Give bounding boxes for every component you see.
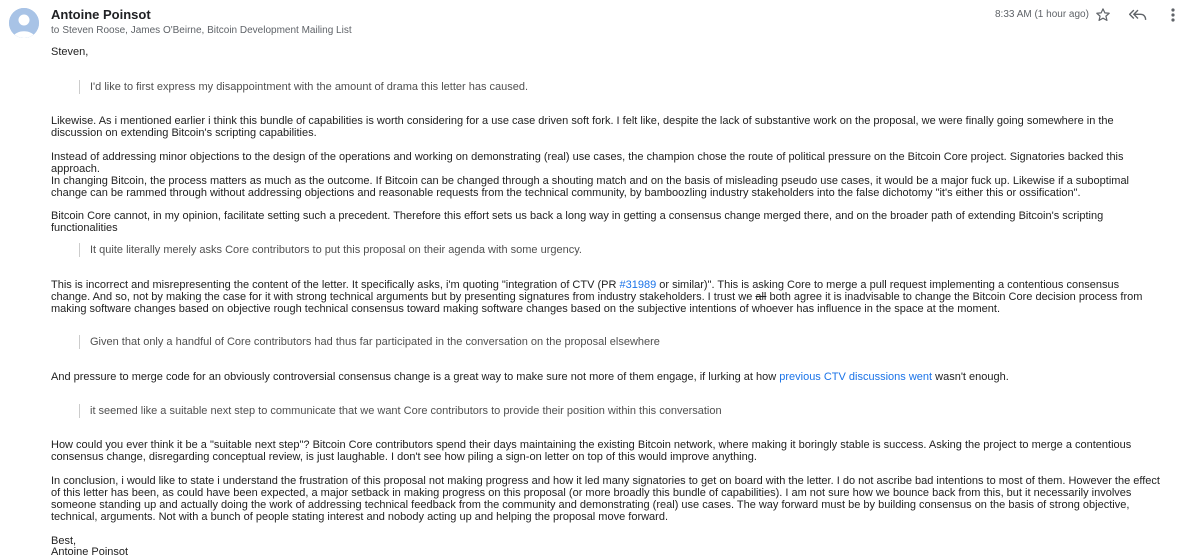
star-button[interactable] [1094,5,1112,25]
reply-all-icon [1129,7,1147,23]
sender-name[interactable]: Antoine Poinsot [51,7,151,22]
paragraph: In conclusion, i would like to state i understand the frustration of this proposal not making progress and how it led many signatories to get on board with the letter. I do not ascribe bad intentions to most of them. However the effect of this letter has been, as could have been expected, a major setback in making progress on this proposal (or more broadly this bundle of capabilities). I am not sure how we bounce back from this, but it necessarily involves someone standing up and actually doing the work of addressing technical feedback from the community and demonstrating (real) use cases. The way forward must be by building consensus on the basis of strong objective, technical, arguments. Not with a bunch of people stating interest and nobody acting up and helping the proposal move forward. [51,475,1160,523]
paragraph-text: wasn't enough. [932,371,1009,383]
avatar-person-icon [9,8,39,38]
signature: Antoine Poinsot [51,546,129,558]
quoted-text: It quite literally merely asks Core contributors to put this proposal on their agenda with some urgency. [79,243,1130,257]
quoted-text: it seemed like a suitable next step to communicate that we want Core contributors to provide their position within this conversation [79,404,1130,418]
paragraph: Likewise. As i mentioned earlier i think this bundle of capabilities is worth considering for a use case driven soft fork. I felt like, despite the lack of substantive work on the proposal, we were finally going somewhere in the discussion on extending Bitcoin's scripting capabilities. [51,115,1114,139]
timestamp: 8:33 AM (1 hour ago) [995,9,1089,20]
quoted-text: Given that only a handful of Core contributors had thus far participated in the conversation on the proposal elsewhere [79,335,1130,349]
paragraph [51,279,1161,315]
paragraph-text: or similar)". This is asking Core to merge a pull request implementing a contentious consensus change. And so, not by making the case for it with strong technical arguments but by presenting signatures from industry stakeholders. I trust we [51,279,1120,303]
reply-all-button[interactable] [1128,5,1148,25]
paragraph [51,371,1161,383]
signoff: Best, [51,535,77,547]
paragraph: Instead of addressing minor objections to the design of the operations and working on demonstrating (real) use cases, the champion chose the route of political pressure on the Bitcoin Core project. Signatories backed this approach. [51,151,1124,175]
greeting: Steven, [51,46,89,58]
recipients-prefix: to [51,25,60,36]
quoted-text: I'd like to first express my disappointment with the amount of drama this letter has caused. [79,80,1130,94]
ctv-discussions-link[interactable]: previous CTV discussions went [779,371,933,383]
struck-text: all [755,291,767,303]
recipients-line[interactable] [51,25,352,36]
paragraph-text: This is incorrect and misrepresenting the content of the letter. It specifically asks, i'm quoting "integration of CTV (PR [51,279,620,291]
more-vert-icon [1171,8,1175,22]
paragraph-text: And pressure to merge code for an obviously controversial consensus change is a great way to make sure not more of them engage, if lurking at how [51,371,780,383]
paragraph: Bitcoin Core cannot, in my opinion, facilitate setting such a precedent. Therefore this effort sets us back a long way in getting a consensus change merged there, and on the broader path of extending Bitcoin's scripting functionalities [51,210,1104,234]
avatar[interactable] [9,8,39,38]
star-icon [1095,7,1111,23]
paragraph: In changing Bitcoin, the process matters as much as the outcome. If Bitcoin can be changed through a shouting match and on the basis of misleading pseudo use cases, it would be a major fuck up. Likewise if a suboptimal change can be rammed through without addressing objections and reasonable requests from the technical community, by bamboozling industry stakeholders into the false dichotomy "it's either this or ossification". [51,175,1130,199]
paragraph-text: both agree it is inadvisable to change the Bitcoin Core decision process from making software changes based on objective rough technical consensus toward making software changes based on the subjective intentions of whoever has influence in the space at the moment. [51,291,1143,315]
recipients-list: Steven Roose, James O'Beirne, Bitcoin Development Mailing List [62,25,352,36]
pr-link[interactable]: #31989 [619,279,657,291]
paragraph: How could you ever think it be a "suitable next step"? Bitcoin Core contributors spend their days maintaining the existing Bitcoin network, where making it boringly stable is success. Asking the project to merge a contentious consensus change, disregarding conceptual review, is just laughable. I don't see how piling a sign-on letter on top of this would improve anything. [51,439,1132,463]
more-options-button[interactable] [1165,5,1181,25]
